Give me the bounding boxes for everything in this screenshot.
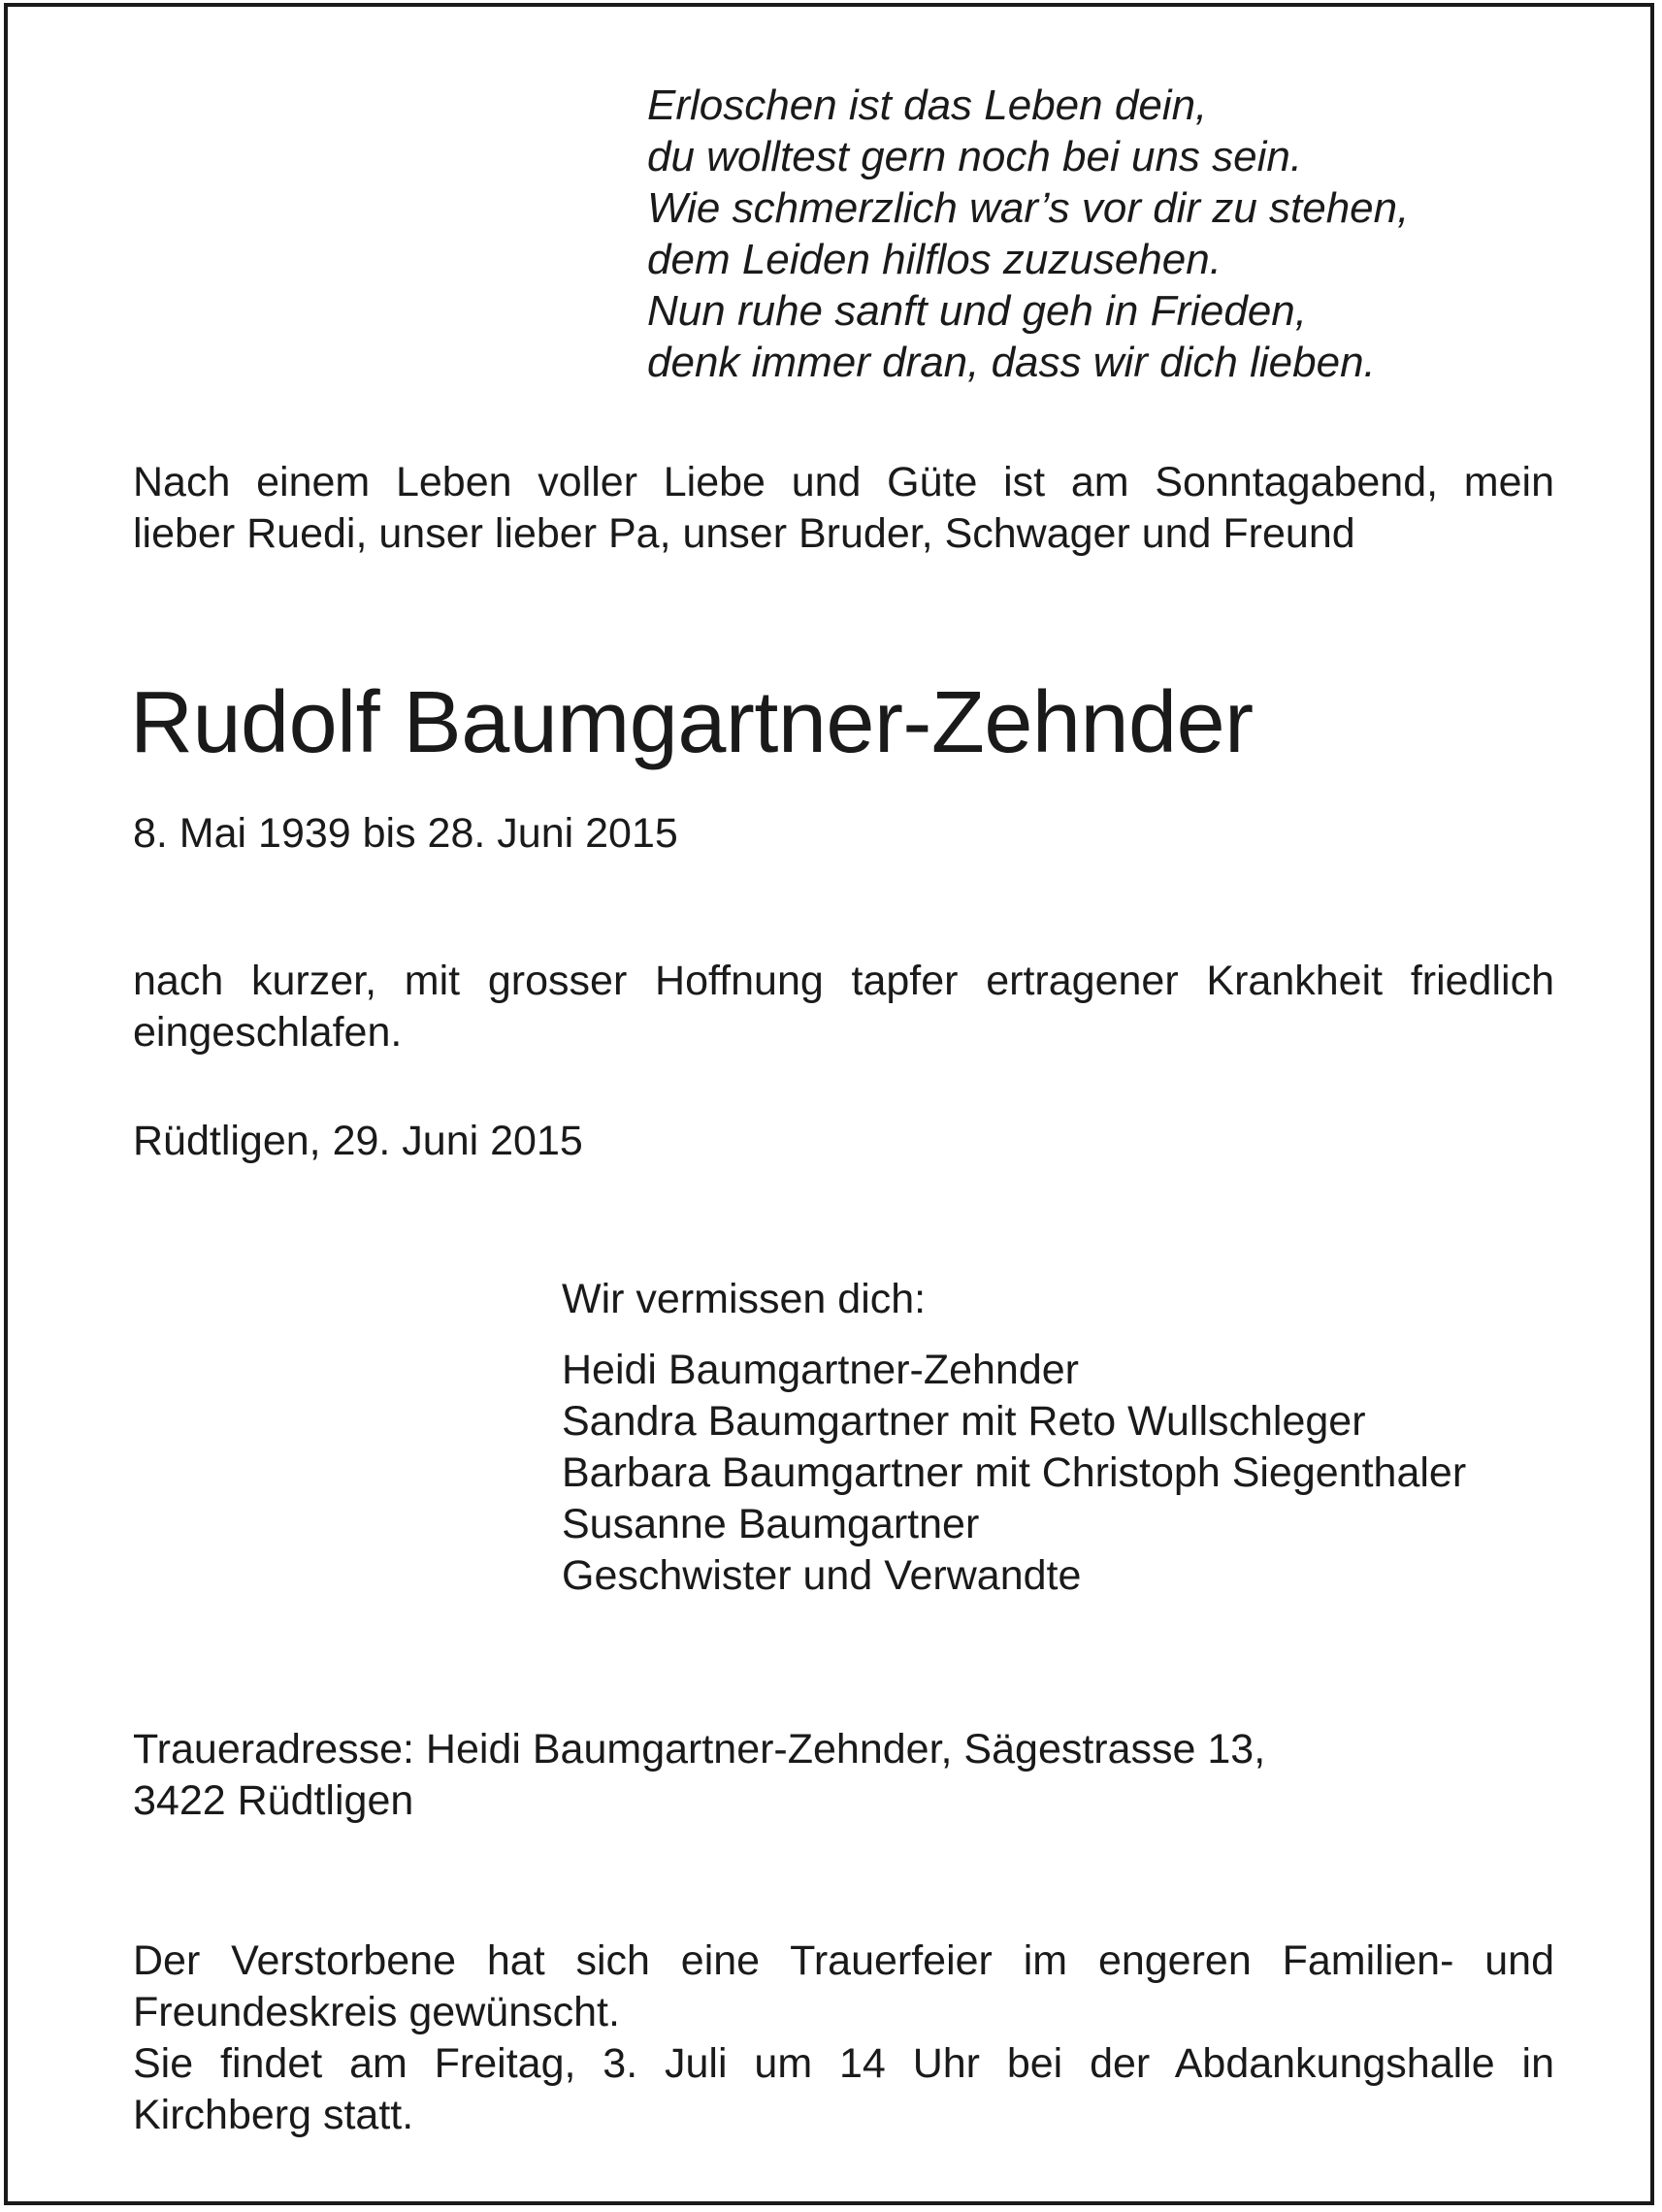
passing-paragraph bbox=[133, 956, 1554, 1058]
address-line: 3422 Rüdtligen bbox=[133, 1777, 414, 1824]
ceremony-paragraph bbox=[133, 1936, 1554, 2141]
address-line: Traueradresse: Heidi Baumgartner-Zehnder, Sägestrasse 13, bbox=[133, 1726, 1266, 1773]
life-dates: 8. Mai 1939 bis 28. Juni 2015 bbox=[133, 810, 678, 857]
family-heading: Wir vermissen dich: bbox=[562, 1276, 927, 1322]
intro-line: lieber Ruedi, unser lieber Pa, unser Bruder, Schwager und Freund bbox=[133, 510, 1355, 557]
place-date: Rüdtligen, 29. Juni 2015 bbox=[133, 1118, 583, 1164]
poem-line: denk immer dran, dass wir dich lieben. bbox=[647, 339, 1376, 386]
family-member: Heidi Baumgartner-Zehnder bbox=[562, 1347, 1079, 1393]
poem-line: dem Leiden hilflos zuzusehen. bbox=[647, 236, 1222, 283]
family-member: Geschwister und Verwandte bbox=[562, 1552, 1082, 1599]
poem-line: Wie schmerzlich war’s vor dir zu stehen, bbox=[647, 184, 1410, 232]
ceremony-line: Freundeskreis gewünscht. bbox=[133, 1989, 620, 2035]
intro-line: Nach einem Leben voller Liebe und Güte ist am Sonntagabend, mein bbox=[133, 459, 1554, 505]
ceremony-line: Kirchberg statt. bbox=[133, 2092, 414, 2138]
ceremony-line: Der Verstorbene hat sich eine Trauerfeier im engeren Familien- und bbox=[133, 1937, 1554, 1984]
family-member: Barbara Baumgartner mit Christoph Siegenthaler bbox=[562, 1449, 1467, 1496]
family-member: Sandra Baumgartner mit Reto Wullschleger bbox=[562, 1398, 1366, 1445]
deceased-name: Rudolf Baumgartner-Zehnder bbox=[130, 674, 1254, 771]
poem bbox=[647, 80, 1409, 388]
passing-line: eingeschlafen. bbox=[133, 1009, 403, 1056]
poem-line: Nun ruhe sanft und geh in Frieden, bbox=[647, 287, 1308, 335]
poem-line: du wolltest gern noch bei uns sein. bbox=[647, 133, 1303, 180]
ceremony-line: Sie findet am Freitag, 3. Juli um 14 Uhr bei der Abdankungshalle in bbox=[133, 2040, 1554, 2087]
mourning-address bbox=[133, 1724, 1265, 1827]
passing-line: nach kurzer, mit grosser Hoffnung tapfer ertragener Krankheit friedlich bbox=[133, 958, 1554, 1004]
intro-paragraph bbox=[133, 457, 1554, 560]
poem-line: Erloschen ist das Leben dein, bbox=[647, 81, 1208, 129]
family-block bbox=[562, 1274, 1466, 1602]
family-member: Susanne Baumgartner bbox=[562, 1501, 980, 1547]
